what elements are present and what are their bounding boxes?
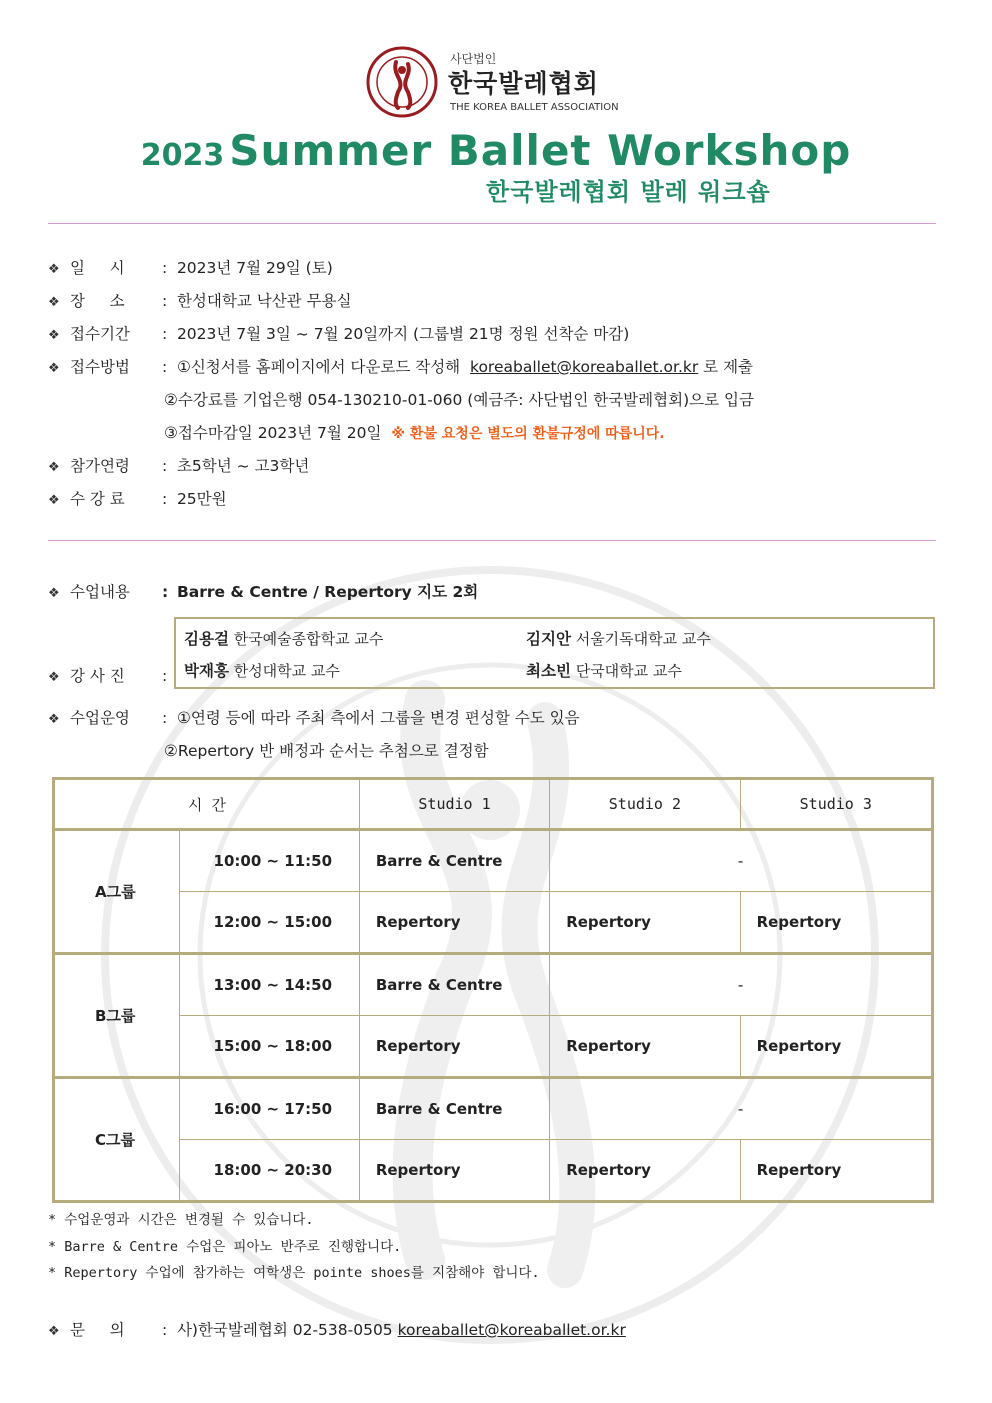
header-studio-3: Studio 3 [740, 779, 932, 830]
diamond-bullet-icon: ❖ [48, 586, 60, 601]
table-row: 15:00 ~ 18:00 Repertory Repertory Repertory [54, 1016, 933, 1078]
diamond-bullet-icon: ❖ [48, 1324, 60, 1339]
org-name: 한국발레협회 [448, 69, 599, 98]
info-method-line2: ②수강료를 기업은행 054-130210-01-060 (예금주: 사단법인 한국발레협회)으로 입금 [164, 391, 754, 409]
ballet-association-seal-icon [366, 46, 438, 118]
header-studio-2: Studio 2 [550, 779, 740, 830]
contact-row: ❖ 문 의 : 사)한국발레협회 02-538-0505 koreaballet@koreaballet.or.kr [48, 1321, 626, 1339]
instructor-box [174, 617, 935, 689]
note-2: * Barre & Centre 수업은 피아노 반주로 진행합니다. [48, 1239, 402, 1255]
org-english-name: THE KOREA BALLET ASSOCIATION [450, 102, 619, 113]
instructor-1: 김용걸 한국예술종합학교 교수 [184, 630, 384, 648]
diamond-bullet-icon: ❖ [48, 460, 60, 475]
info-method-line3: ③접수마감일 2023년 7월 20일 ※ 환불 요청은 별도의 환불규정에 따릅니다. [164, 424, 665, 442]
email-link[interactable]: koreaballet@koreaballet.or.kr [470, 358, 699, 376]
title-year: 2023 [140, 138, 225, 173]
contact-email-link[interactable]: koreaballet@koreaballet.or.kr [397, 1321, 626, 1339]
info-age: ❖ 참가연령 : 초5학년 ~ 고3학년 [48, 457, 310, 475]
schedule-table [52, 777, 934, 1203]
diamond-bullet-icon: ❖ [48, 328, 60, 343]
course-content: ❖ 수업내용 : Barre & Centre / Repertory 지도 2회 [48, 583, 479, 601]
page-subtitle: 한국발레협회 발레 워크숍 [486, 178, 771, 206]
group-c: C그룹 [54, 1078, 180, 1202]
group-a: A그룹 [54, 830, 180, 954]
table-row: 12:00 ~ 15:00 Repertory Repertory Repertory [54, 892, 933, 954]
diamond-bullet-icon: ❖ [48, 670, 60, 685]
note-1: * 수업운영과 시간은 변경될 수 있습니다. [48, 1212, 314, 1228]
org-small-label: 사단법인 [450, 52, 497, 66]
info-period: ❖ 접수기간 : 2023년 7월 3일 ~ 7월 20일까지 (그룹별 21명 정원 선착순 마감) [48, 325, 630, 343]
page-title [0, 126, 992, 175]
instructor-4: 최소빈 단국대학교 교수 [526, 662, 682, 680]
diamond-bullet-icon: ❖ [48, 262, 60, 277]
divider [48, 540, 936, 541]
table-row: C그룹 16:00 ~ 17:50 Barre & Centre - [54, 1078, 933, 1140]
instructor-2: 김지안 서울기독대학교 교수 [526, 630, 711, 648]
info-place: ❖ 장 소 : 한성대학교 낙산관 무용실 [48, 292, 352, 310]
diamond-bullet-icon: ❖ [48, 712, 60, 727]
table-row: A그룹 10:00 ~ 11:50 Barre & Centre - [54, 830, 933, 892]
info-fee: ❖ 수 강 료 : 25만원 [48, 490, 227, 508]
info-method: ❖ 접수방법 : ①신청서를 홈페이지에서 다운로드 작성해 koreaballet@koreaballet.or.kr 로 제출 [48, 358, 754, 376]
group-b: B그룹 [54, 954, 180, 1078]
course-operation: ❖ 수업운영 : ①연령 등에 따라 주최 측에서 그룹을 변경 편성할 수도 있음 [48, 709, 580, 727]
title-main: Summer Ballet Workshop [229, 126, 852, 175]
diamond-bullet-icon: ❖ [48, 295, 60, 310]
table-header-row [54, 779, 933, 830]
diamond-bullet-icon: ❖ [48, 493, 60, 508]
divider [48, 223, 936, 224]
table-row: B그룹 13:00 ~ 14:50 Barre & Centre - [54, 954, 933, 1016]
header-time: 시 간 [54, 779, 360, 830]
instructor-3: 박재홍 한성대학교 교수 [184, 662, 340, 680]
refund-warning: ※ 환불 요청은 별도의 환불규정에 따릅니다. [391, 426, 665, 442]
table-row: 18:00 ~ 20:30 Repertory Repertory Repertory [54, 1140, 933, 1202]
header-studio-1: Studio 1 [359, 779, 549, 830]
note-3: * Repertory 수업에 참가하는 여학생은 pointe shoes를 지참해야 합니다. [48, 1265, 540, 1281]
diamond-bullet-icon: ❖ [48, 361, 60, 376]
course-operation-line2: ②Repertory 반 배정과 순서는 추첨으로 결정함 [164, 742, 489, 760]
info-date: ❖ 일 시 : 2023년 7월 29일 (토) [48, 259, 333, 277]
instructor-label-row: ❖ 강 사 진 : [48, 667, 168, 685]
